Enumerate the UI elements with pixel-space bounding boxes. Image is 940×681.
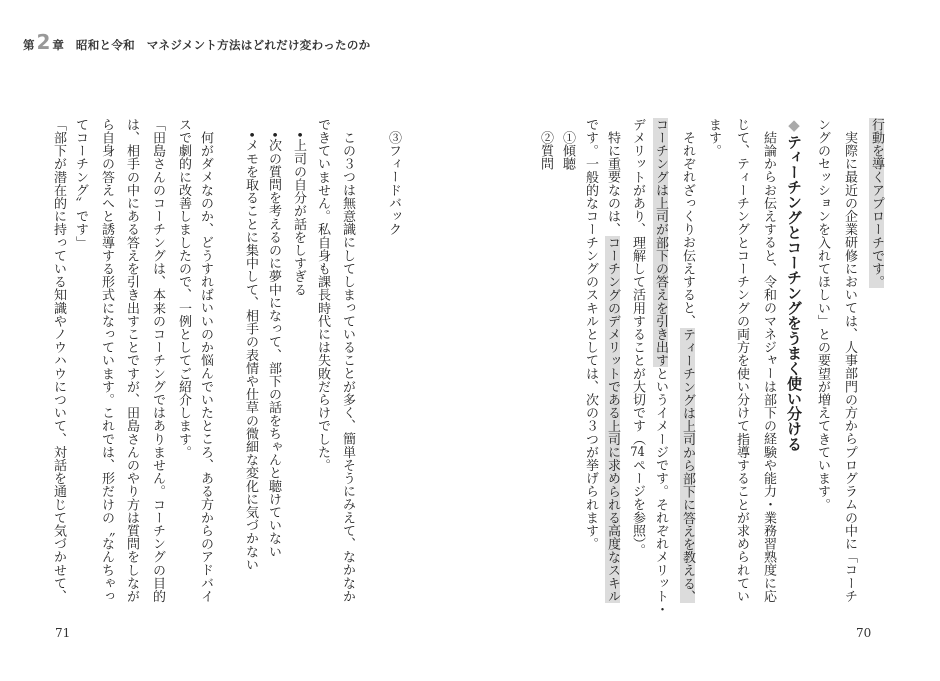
list-item: ②質問	[538, 131, 553, 171]
text-line: ます。	[706, 118, 721, 158]
list-item: ①傾聴	[560, 131, 575, 171]
page-number: 70	[856, 626, 872, 640]
highlighted-text: コーチングのデメリットである上司に求められる高度なスキル	[605, 235, 620, 603]
text-line: この３つは無意識にしてしまっていることが多く、簡単そうにみえて、なかなか	[340, 131, 355, 603]
text-line	[867, 118, 885, 288]
text-line: ら自身の答えへと誘導する形式になっています。これでは、形だけの〝なんちゃっ	[99, 118, 114, 603]
text: 特に重要なのは、	[605, 131, 620, 236]
text-line	[651, 118, 669, 616]
text-line: 実際に最近の企業研修においては、人事部門の方からプログラムの中に「コーチ	[842, 131, 857, 603]
text: というイメージです。それぞれメリット・	[653, 366, 668, 616]
text-line	[628, 118, 646, 557]
text-line: てコーチング〟です」	[73, 118, 88, 249]
text-line: スで劇的に改善しましたので、一例としてご紹介します。	[176, 118, 191, 459]
running-header	[23, 30, 370, 54]
text-line: 「部下が潜在的に持っている知識やノウハウについて、対話を通じて気づかせて、	[51, 118, 66, 603]
page-number: 71	[55, 626, 71, 640]
chapter-title: 昭和と令和 マネジメント方法はどれだけ変わったのか	[75, 38, 371, 52]
text-line: 結論からお伝えすると、令和のマネジャーは部下の経験や能力・業務習熟度に応	[761, 131, 776, 603]
bullet-item: •次の質問を考えるのに夢中になって、部下の話をちゃんと聴けていない	[266, 131, 281, 558]
text: それぞれざっくりお伝えすると、	[680, 131, 695, 328]
text: デメリットがあり、理解して活用することが大切です（	[630, 118, 645, 446]
chapter-suffix: 章	[52, 38, 64, 52]
text-line	[603, 118, 621, 603]
text-line: です。一般的なコーチングのスキルとしては、次の３つが挙げられます。	[583, 118, 598, 551]
text: ページを参照）。	[630, 458, 645, 557]
highlighted-text: 行動を導くアプローチです。	[869, 118, 884, 289]
text-line: 何がダメなのか、どうすればいいのか悩んでいたところ、ある方からのアドバイ	[198, 131, 213, 603]
bullet-item: •メモを取ることに集中して、相手の表情や仕草の微細な変化に気づかない	[243, 131, 258, 572]
highlighted-text: ティーチングは上司から部下に答えを教える、	[680, 327, 695, 603]
page-reference: 74	[630, 445, 645, 459]
chapter-prefix: 第	[23, 38, 35, 52]
text-line: ングのセッションを入れてほしい」との要望が増えてきています。	[815, 118, 830, 511]
list-item: ③フィードバック	[386, 131, 401, 236]
chapter-number: 2	[36, 30, 51, 54]
text-line: は、相手の中にある答えを引き出すことですが、田島さんのやり方は質問をしなが	[124, 118, 139, 603]
text-line: できていません。私自身も課長時代には失敗だらけでした。	[315, 118, 330, 472]
text-line: 「田島さんのコーチングは、本来のコーチングではありません。コーチングの目的	[150, 118, 165, 603]
bullet-item: •上司の自分が話をしすぎる	[291, 131, 306, 296]
text-line	[678, 118, 696, 603]
diamond-icon: ◆	[785, 116, 803, 135]
heading-text: ティーチングとコーチングをうまく使い分ける	[785, 134, 803, 452]
text-line: じて、ティーチングとコーチングの両方を使い分けて指導することが求められてい	[734, 118, 749, 603]
highlighted-text: コーチングは上司が部下の答えを引き出す	[653, 118, 668, 367]
section-heading	[785, 116, 803, 451]
